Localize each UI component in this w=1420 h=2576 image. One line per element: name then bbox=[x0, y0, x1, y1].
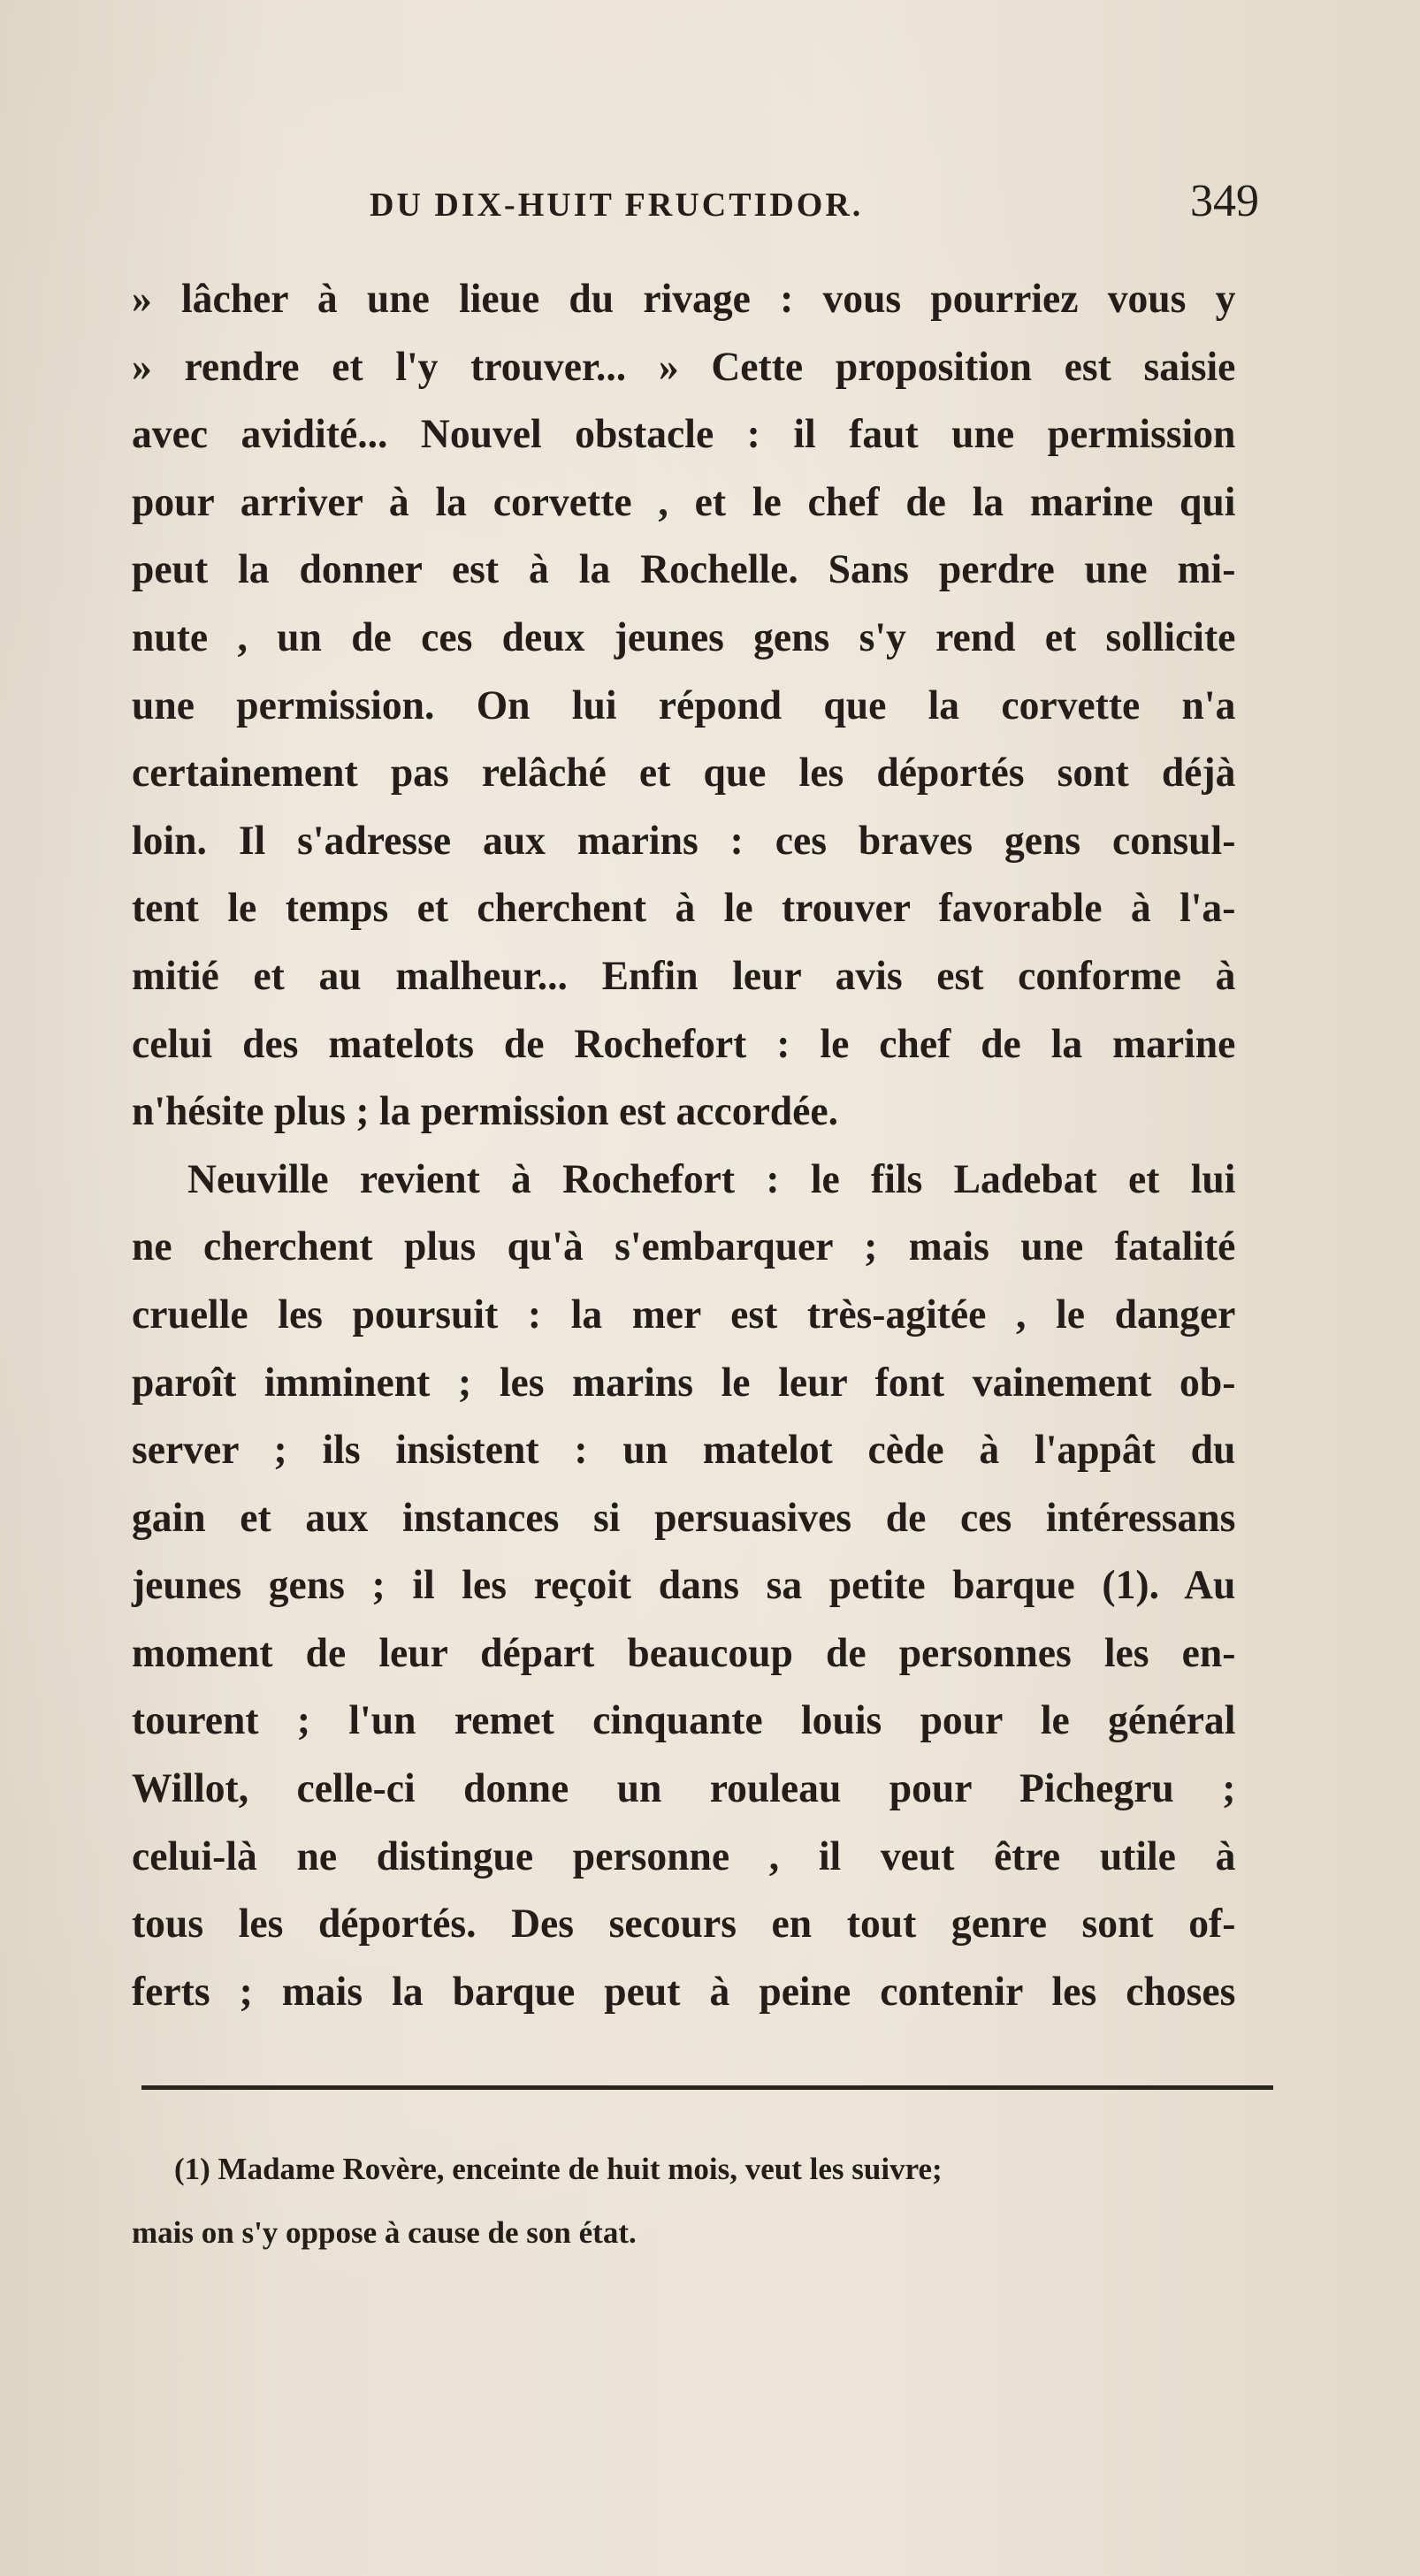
text-line: mitié et au malheur... Enfin leur avis est conforme à bbox=[132, 952, 1236, 999]
text-line: » rendre et l'y trouver... » Cette proposition est saisie bbox=[132, 343, 1236, 390]
footnote-divider bbox=[141, 2085, 1273, 2090]
text-line: cruelle les poursuit : la mer est très-agitée , le danger bbox=[132, 1291, 1236, 1338]
text-line: tous les déportés. Des secours en tout genre sont of- bbox=[132, 1901, 1236, 1947]
text-line: gain et aux instances si persuasives de ces intéressans bbox=[132, 1494, 1236, 1541]
text-line: loin. Il s'adresse aux marins : ces braves gens consul- bbox=[132, 817, 1236, 864]
footnote-line: (1) Madame Rovère, enceinte de huit mois, veut les suivre; bbox=[174, 2152, 943, 2186]
paragraph-2 bbox=[132, 1146, 1270, 2026]
text-line: peut la donner est à la Rochelle. Sans perdre une mi- bbox=[132, 546, 1236, 593]
page-number: 349 bbox=[1190, 176, 1259, 226]
text-line: n'hésite plus ; la permission est accordée. bbox=[132, 1088, 839, 1135]
page-header bbox=[132, 176, 1270, 239]
text-line: moment de leur départ beaucoup de personnes les en- bbox=[132, 1629, 1236, 1676]
text-line: celui-là ne distingue personne , il veut être utile à bbox=[132, 1833, 1236, 1879]
footnote bbox=[132, 2138, 1270, 2265]
text-line: paroît imminent ; les marins le leur font vainement ob- bbox=[132, 1359, 1236, 1406]
text-line: certainement pas relâché et que les déportés sont déjà bbox=[132, 750, 1236, 796]
text-line: celui des matelots de Rochefort : le chef de la marine bbox=[132, 1020, 1236, 1067]
text-line: Willot, celle-ci donne un rouleau pour Pichegru ; bbox=[132, 1765, 1236, 1812]
text-line: nute , un de ces deux jeunes gens s'y rend et sollicite bbox=[132, 614, 1236, 660]
text-line: avec avidité... Nouvel obstacle : il faut une permission bbox=[132, 411, 1236, 458]
paragraph-1 bbox=[132, 265, 1270, 1146]
body-text bbox=[132, 265, 1270, 2025]
text-line: » lâcher à une lieue du rivage : vous pourriez vous y bbox=[132, 276, 1236, 322]
text-line: pour arriver à la corvette , et le chef de la marine qui bbox=[132, 478, 1236, 525]
running-title: DU DIX-HUIT FRUCTIDOR. bbox=[370, 187, 864, 224]
text-line: ne cherchent plus qu'à s'embarquer ; mais une fatalité bbox=[132, 1223, 1236, 1270]
text-line: server ; ils insistent : un matelot cède à l'appât du bbox=[132, 1427, 1236, 1474]
text-line: tourent ; l'un remet cinquante louis pour le général bbox=[132, 1697, 1236, 1744]
footnote-line: mais on s'y oppose à cause de son état. bbox=[132, 2215, 637, 2250]
text-line: tent le temps et cherchent à le trouver favorable à l'a- bbox=[132, 885, 1236, 932]
text-line: ferts ; mais la barque peut à peine contenir les choses bbox=[132, 1968, 1236, 2015]
text-line: jeunes gens ; il les reçoit dans sa petite barque (1). Au bbox=[132, 1562, 1236, 1609]
text-line: Neuville revient à Rochefort : le fils Ladebat et lui bbox=[187, 1155, 1236, 1202]
text-line: une permission. On lui répond que la corvette n'a bbox=[132, 682, 1236, 728]
